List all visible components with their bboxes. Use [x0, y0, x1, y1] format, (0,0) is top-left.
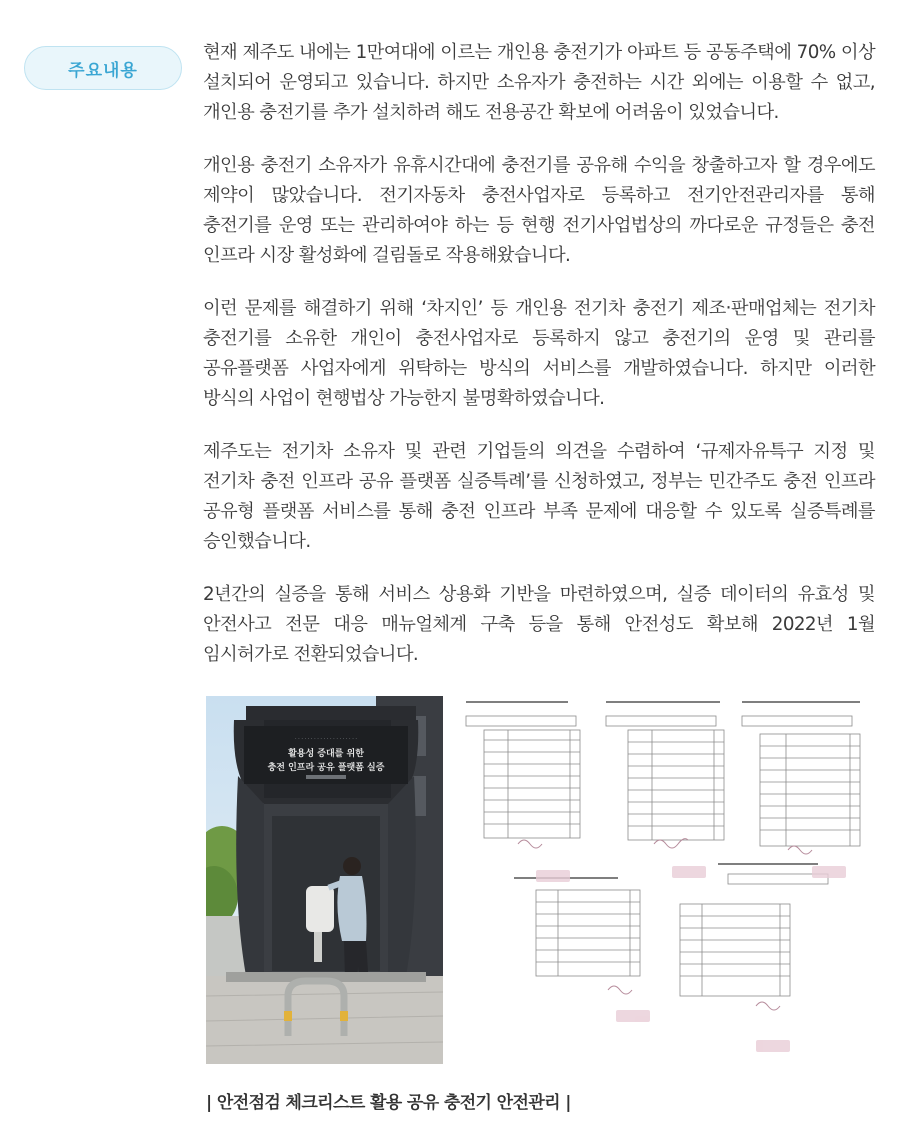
svg-text:· · · · · · · · · · · · · · ·: · · · · · · · · · · · · · · · · · · · · [295, 736, 357, 742]
paragraph-4: 제주도는 전기차 소유자 및 관련 기업들의 의견을 수렴하여 ‘규제자유특구 지정 및 전기차 충전 인프라 공유 플랫폼 실증특례’를 신청하였고, 정부는 민간주도 충전 인프라 공유형 플랫폼 서비스를 통해 충전 인프라 부족 문제에 대응할 수 있도록 실증특례를 승인했습니다. [203, 441, 875, 552]
image-caption: | 안전점검 체크리스트 활용 공유 충전기 안전관리 | [206, 1093, 571, 1113]
paragraph-2: 개인용 충전기 소유자가 유휴시간대에 충전기를 공유해 수익을 창출하고자 할 경우에도 제약이 많았습니다. 전기자동차 충전사업자로 등록하고 전기안전관리자를 통해 충전기를 운영 또는 관리하여야 하는 등 현행 전기사업법상의 까다로운 규정들은 충전 인프라 시장 활성화에 걸림돌로 작용해왔습니다. [203, 155, 875, 266]
sign-text-line1: 활용성 증대를 위한 [288, 749, 364, 759]
main-text [203, 38, 875, 693]
checklist-documents-image [458, 694, 874, 1064]
section-badge-label: 주요내용 [68, 60, 138, 81]
sign-text-line2: 충전 인프라 공유 플랫폼 실증 [267, 763, 385, 773]
paragraph-5: 2년간의 실증을 통해 서비스 상용화 기반을 마련하였으며, 실증 데이터의 유효성 및 안전사고 전문 대응 매뉴얼체계 구축 등을 통해 안전성도 확보해 2022년 1월 임시허가로 전환되었습니다. [203, 584, 875, 665]
paragraph-3: 이런 문제를 해결하기 위해 ‘차지인’ 등 개인용 전기차 충전기 제조·판매업체는 전기차 충전기를 소유한 개인이 충전사업자로 등록하지 않고 충전기의 운영 및 관리를 공유플랫폼 사업자에게 위탁하는 방식의 서비스를 개발하였습니다. 하지만 이러한 방식의 사업이 현행법상 가능한지 불명확하였습니다. [203, 298, 875, 409]
section-badge [24, 46, 182, 90]
paragraph-1: 현재 제주도 내에는 1만여대에 이르는 개인용 충전기가 아파트 등 공동주택에 70% 이상 설치되어 운영되고 있습니다. 하지만 소유자가 충전하는 시간 외에는 이용할 수 없고, 개인용 충전기를 추가 설치하려 해도 전용공간 확보에 어려움이 있었습니다. [203, 42, 875, 123]
charging-station-photo [206, 696, 443, 1064]
